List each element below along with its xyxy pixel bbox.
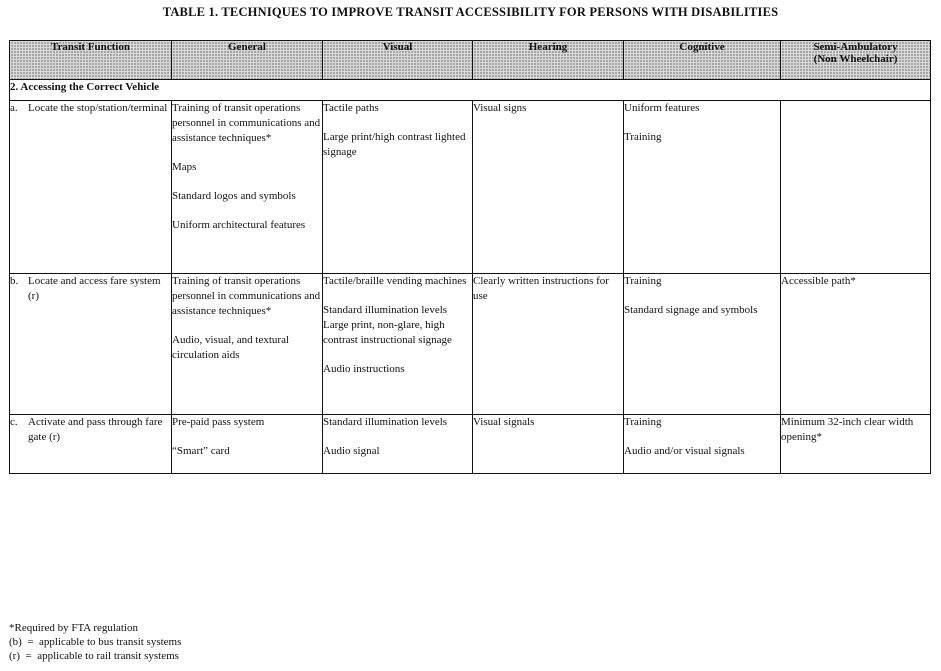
- list-item: Standard illumination levels: [323, 416, 448, 428]
- list-item: Visual signs: [473, 102, 527, 114]
- hearing-cell: [473, 101, 624, 274]
- semi-ambulatory-cell: [781, 274, 931, 415]
- list-item: Audio instructions: [323, 363, 405, 375]
- hearing-cell: [473, 274, 624, 415]
- list-item: Training: [624, 416, 662, 428]
- section-row: [10, 80, 931, 101]
- table-title: TABLE 1. TECHNIQUES TO IMPROVE TRANSIT ACCESSIBILITY FOR PERSONS WITH DISABILITIES: [162, 5, 779, 19]
- list-item: Uniform features: [624, 102, 700, 114]
- list-item: Clearly written instructions for use: [473, 275, 609, 302]
- hearing-cell: [473, 415, 624, 474]
- function-cell: [10, 415, 172, 474]
- general-cell: [172, 274, 323, 415]
- cognitive-cell: [624, 415, 781, 474]
- header-row: [10, 41, 931, 80]
- list-item: Training of transit operations personnel in communications and assistance techniques*: [172, 275, 321, 317]
- list-item: “Smart” card: [172, 445, 230, 457]
- semi-ambulatory-cell: [781, 415, 931, 474]
- footnotes: [9, 621, 181, 663]
- list-item: Maps: [172, 161, 197, 173]
- list-item: Tactile/braille vending machines: [323, 275, 467, 287]
- list-item: Training of transit operations personnel in communications and assistance techniques*: [172, 102, 321, 144]
- list-item: Standard signage and symbols: [624, 304, 758, 316]
- list-item: Training: [624, 131, 662, 143]
- function-text: Locate and access fare system (r): [28, 275, 161, 302]
- table-row: [10, 415, 931, 474]
- list-item: Training: [624, 275, 662, 287]
- list-item: Standard illumination levels Large print, non-glare, high contrast instructional signage: [323, 304, 452, 346]
- section-title: 2. Accessing the Correct Vehicle: [10, 80, 931, 101]
- header-cognitive: Cognitive: [624, 41, 781, 80]
- list-item: Tactile paths: [323, 102, 379, 114]
- visual-cell: [323, 274, 473, 415]
- footnote: (b) = applicable to bus transit systems: [9, 636, 182, 648]
- list-item: Audio and/or visual signals: [624, 445, 745, 457]
- header-general: General: [172, 41, 323, 80]
- row-letter: a.: [10, 102, 18, 114]
- header-visual: Visual: [323, 41, 473, 80]
- footnote: *Required by FTA regulation: [9, 622, 138, 634]
- function-text: Locate the stop/station/terminal: [28, 102, 168, 114]
- list-item: Accessible path*: [781, 275, 856, 287]
- header-hearing: Hearing: [473, 41, 624, 80]
- accessibility-table: [9, 40, 931, 474]
- semi-ambulatory-cell: [781, 101, 931, 274]
- list-item: Visual signals: [473, 416, 535, 428]
- table-row: [10, 274, 931, 415]
- header-transit-function: Transit Function: [10, 41, 172, 80]
- cognitive-cell: [624, 274, 781, 415]
- row-letter: b.: [10, 275, 19, 287]
- visual-cell: [323, 415, 473, 474]
- general-cell: [172, 101, 323, 274]
- list-item: Audio signal: [323, 445, 380, 457]
- list-item: Large print/high contrast lighted signage: [323, 131, 466, 158]
- list-item: Standard logos and symbols: [172, 190, 296, 202]
- list-item: Audio, visual, and textural circulation aids: [172, 334, 290, 361]
- function-text: Activate and pass through fare gate (r): [28, 416, 163, 443]
- cognitive-cell: [624, 101, 781, 274]
- footnote: (r) = applicable to rail transit systems: [9, 650, 179, 662]
- general-cell: [172, 415, 323, 474]
- header-semi-ambulatory: Semi-Ambulatory (Non Wheelchair): [781, 41, 931, 80]
- function-cell: [10, 274, 172, 415]
- list-item: Pre-paid pass system: [172, 416, 265, 428]
- list-item: Uniform architectural features: [172, 219, 306, 231]
- list-item: Minimum 32-inch clear width opening*: [781, 416, 914, 443]
- table-row: [10, 101, 931, 274]
- function-cell: [10, 101, 172, 274]
- visual-cell: [323, 101, 473, 274]
- row-letter: c.: [10, 416, 18, 428]
